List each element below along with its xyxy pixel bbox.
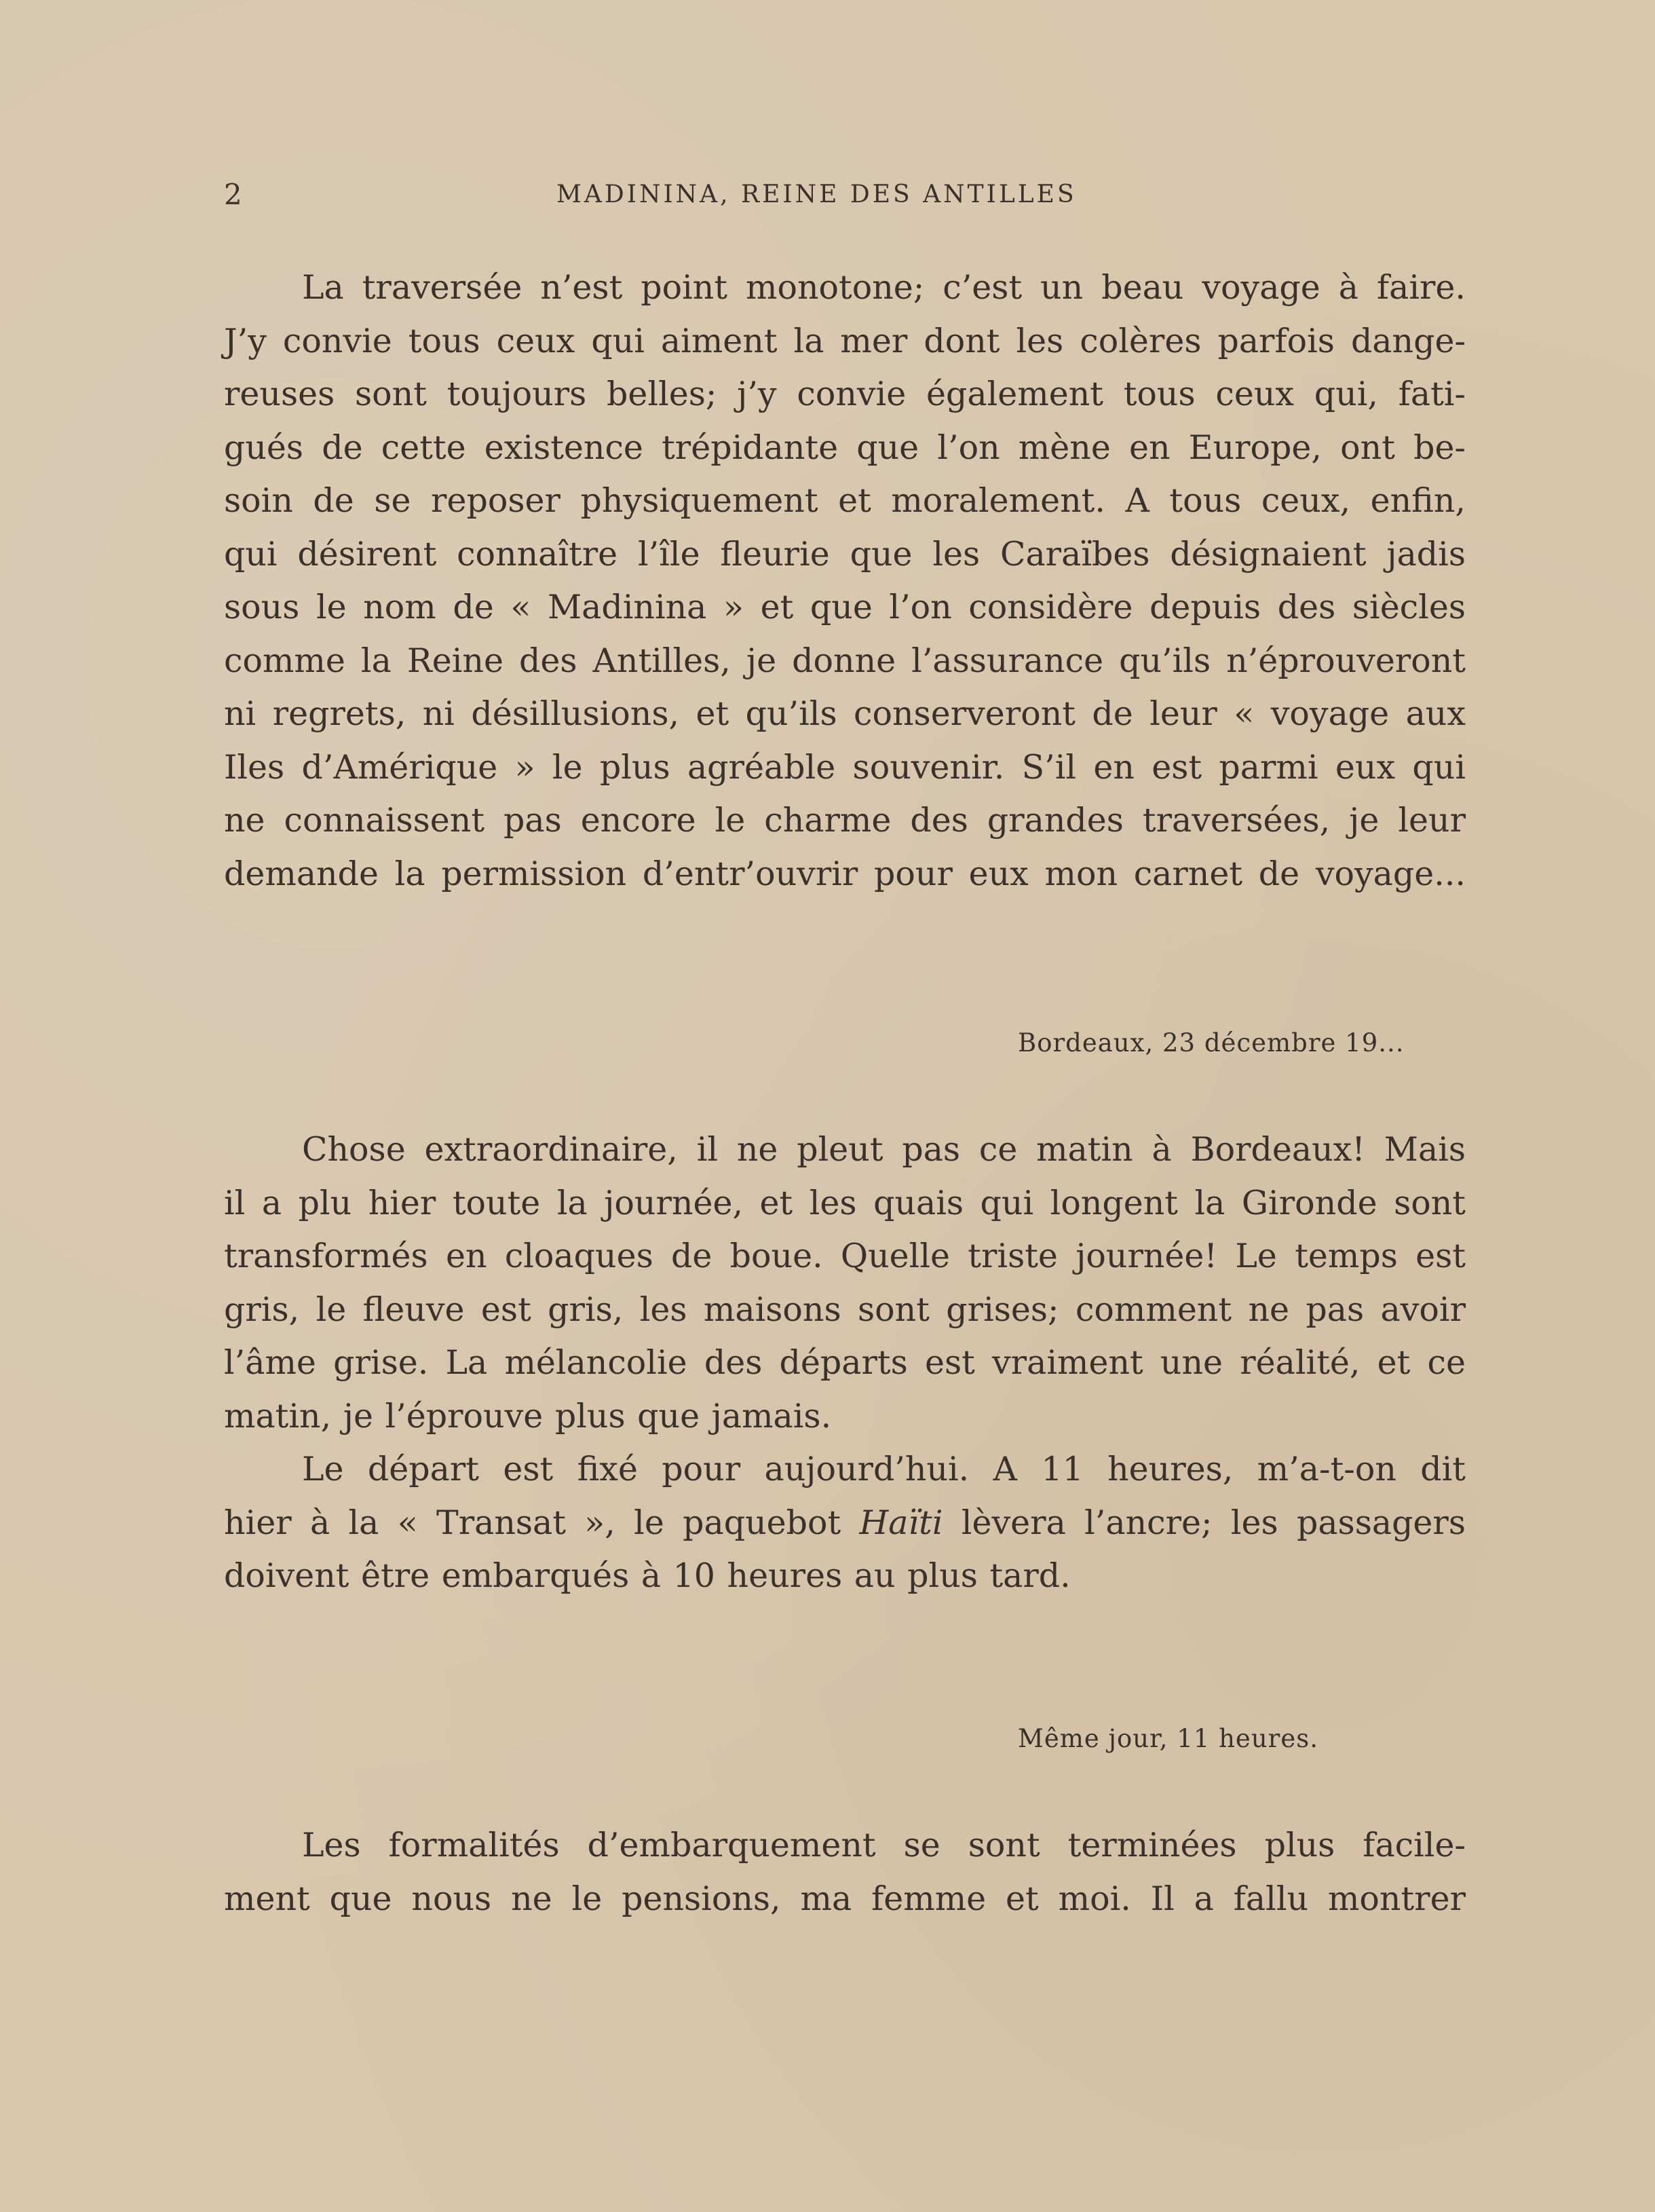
text-line: Chose extraordinaire, il ne pleut pas ce matin à Bordeaux! Mais [302, 1130, 1466, 1169]
text-line: comme la Reine des Antilles, je donne l’assurance qu’ils n’éprouveront [224, 641, 1466, 680]
paragraph-intro [224, 261, 1466, 901]
text-fragment: lèvera l’ancre; les passagers [943, 1503, 1466, 1542]
text-line: transformés en cloaques de boue. Quelle triste journée! Le temps est [224, 1237, 1466, 1275]
text-line: matin, je l’éprouve plus que jamais. [224, 1396, 832, 1436]
text-line: demande la permission d’entr’ouvrir pour eux mon carnet de voyage... [224, 854, 1466, 893]
text-line: gris, le fleuve est gris, les maisons sont grises; comment ne pas avoir [224, 1290, 1466, 1329]
running-head [224, 178, 1466, 219]
text-line: Iles d’Amérique » le plus agréable souvenir. S’il en est parmi eux qui [224, 747, 1466, 787]
text-line: ment que nous ne le pensions, ma femme et moi. Il a fallu montrer [224, 1879, 1466, 1918]
text-line: ne connaissent pas encore le charme des grandes traversées, je leur [224, 801, 1466, 840]
text-line [224, 1497, 1466, 1550]
page-number: 2 [224, 178, 242, 211]
text-line: il a plu hier toute la journée, et les quais qui longent la Gironde sont [224, 1183, 1466, 1222]
text-line: doivent être embarqués à 10 heures au plus tard. [224, 1556, 1071, 1595]
running-title: MADININA, REINE DES ANTILLES [556, 181, 1077, 208]
text-line: soin de se reposer physiquement et moralement. A tous ceux, enfin, [224, 481, 1466, 520]
text-line: gués de cette existence trépidante que l’on mène en Europe, ont be- [224, 428, 1466, 467]
dateline-bordeaux: Bordeaux, 23 décembre 19... [1018, 1028, 1405, 1057]
dateline-same-day: Même jour, 11 heures. [1018, 1724, 1318, 1753]
text-line: ni regrets, ni désillusions, et qu’ils conserveront de leur « voyage aux [224, 694, 1466, 733]
text-fragment: hier à la « Transat », le paquebot [224, 1503, 860, 1542]
text-line: l’âme grise. La mélancolie des départs est vraiment une réalité, et ce [224, 1343, 1466, 1382]
text-line: Le départ est fixé pour aujourd’hui. A 11 heures, m’a-t-on dit [302, 1450, 1466, 1488]
text-line: Les formalités d’embarquement se sont terminées plus facile- [302, 1826, 1466, 1864]
paragraph-embarkation [224, 1819, 1466, 1926]
text-line: qui désirent connaître l’île fleurie que les Caraïbes désignaient jadis [224, 534, 1466, 574]
ship-name: Haïti [859, 1503, 943, 1542]
paragraph-departure [224, 1123, 1466, 1603]
text-line: sous le nom de « Madinina » et que l’on considère depuis des siècles [224, 588, 1466, 626]
text-line: La traversée n’est point monotone; c’est un beau voyage à faire. [302, 268, 1466, 307]
text-line: J’y convie tous ceux qui aiment la mer dont les colères parfois dange- [224, 321, 1466, 360]
text-line: reuses sont toujours belles; j’y convie également tous ceux qui, fati- [224, 375, 1466, 413]
